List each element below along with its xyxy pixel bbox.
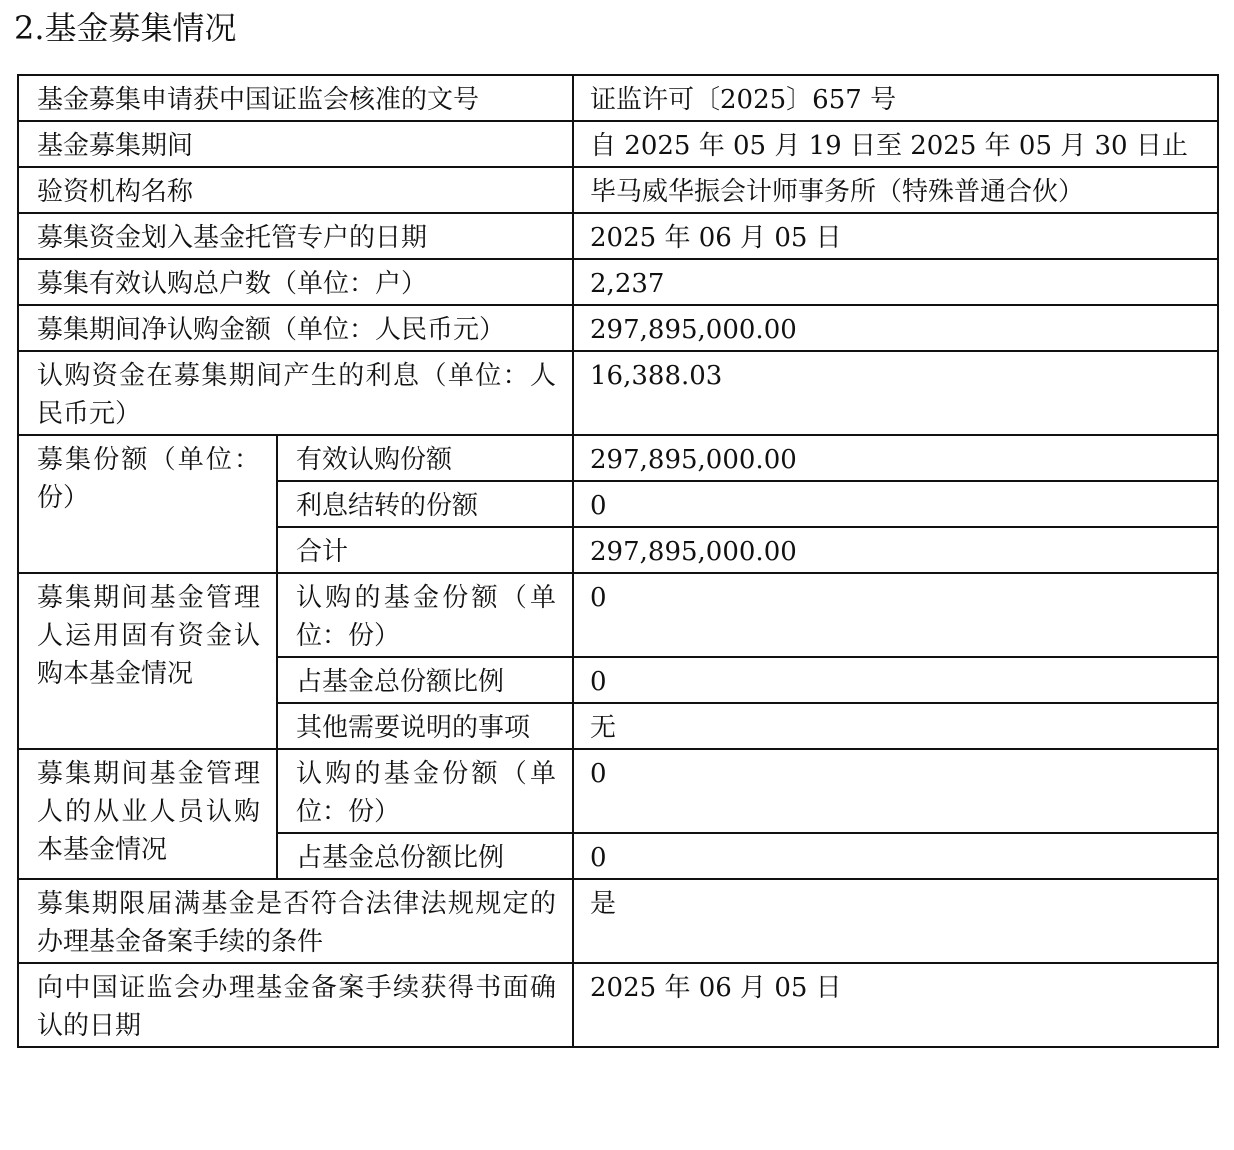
raised-shares-sub-label: 合计 <box>277 527 573 573</box>
table-row-filing-conditions <box>18 879 1218 963</box>
manager-staff-sub-value: 0 <box>573 833 1218 879</box>
table-row-custody-transfer-date <box>18 213 1218 259</box>
net-subscription-amount-value: 297,895,000.00 <box>573 305 1218 351</box>
manager-own-funds-sub-label: 其他需要说明的事项 <box>277 703 573 749</box>
total-subscribers-value: 2,237 <box>573 259 1218 305</box>
filing-confirmation-date-value: 2025 年 06 月 05 日 <box>573 963 1218 1047</box>
section-title: 2.基金募集情况 <box>14 9 237 47</box>
table-row-net-subscription-amount <box>18 305 1218 351</box>
raising-period-value: 自 2025 年 05 月 19 日至 2025 年 05 月 30 日止 <box>573 121 1218 167</box>
manager-own-funds-sub-label: 占基金总份额比例 <box>277 657 573 703</box>
manager-own-funds-label: 募集期间基金管理人运用固有资金认购本基金情况 <box>18 573 277 749</box>
table-row-manager-own-funds <box>18 573 1218 657</box>
manager-staff-sub-value: 0 <box>573 749 1218 833</box>
table-row-interest-earned <box>18 351 1218 435</box>
table-row-raised-shares <box>18 435 1218 481</box>
filing-conditions-value: 是 <box>573 879 1218 963</box>
approval-doc-label: 基金募集申请获中国证监会核准的文号 <box>18 75 573 121</box>
fund-raising-table <box>17 74 1219 1048</box>
table-row-audit-institution <box>18 167 1218 213</box>
raised-shares-sub-value: 297,895,000.00 <box>573 527 1218 573</box>
manager-own-funds-sub-value: 无 <box>573 703 1218 749</box>
raised-shares-sub-value: 0 <box>573 481 1218 527</box>
total-subscribers-label: 募集有效认购总户数（单位：户） <box>18 259 573 305</box>
raised-shares-label: 募集份额（单位：份） <box>18 435 277 573</box>
table-row-filing-confirmation-date <box>18 963 1218 1047</box>
table-row-total-subscribers <box>18 259 1218 305</box>
custody-transfer-date-value: 2025 年 06 月 05 日 <box>573 213 1218 259</box>
raised-shares-sub-label: 有效认购份额 <box>277 435 573 481</box>
custody-transfer-date-label: 募集资金划入基金托管专户的日期 <box>18 213 573 259</box>
manager-staff-sub-label: 认购的基金份额（单位：份） <box>277 749 573 833</box>
raised-shares-sub-value: 297,895,000.00 <box>573 435 1218 481</box>
audit-institution-label: 验资机构名称 <box>18 167 573 213</box>
manager-staff-sub-label: 占基金总份额比例 <box>277 833 573 879</box>
table-row-manager-staff <box>18 749 1218 833</box>
interest-earned-label: 认购资金在募集期间产生的利息（单位：人民币元） <box>18 351 573 435</box>
manager-own-funds-sub-value: 0 <box>573 573 1218 657</box>
table-row-approval-doc <box>18 75 1218 121</box>
manager-own-funds-sub-label: 认购的基金份额（单位：份） <box>277 573 573 657</box>
audit-institution-value: 毕马威华振会计师事务所（特殊普通合伙） <box>573 167 1218 213</box>
manager-own-funds-sub-value: 0 <box>573 657 1218 703</box>
filing-conditions-label: 募集期限届满基金是否符合法律法规规定的办理基金备案手续的条件 <box>18 879 573 963</box>
filing-confirmation-date-label: 向中国证监会办理基金备案手续获得书面确认的日期 <box>18 963 573 1047</box>
interest-earned-value: 16,388.03 <box>573 351 1218 435</box>
net-subscription-amount-label: 募集期间净认购金额（单位：人民币元） <box>18 305 573 351</box>
raising-period-label: 基金募集期间 <box>18 121 573 167</box>
raised-shares-sub-label: 利息结转的份额 <box>277 481 573 527</box>
manager-staff-label: 募集期间基金管理人的从业人员认购本基金情况 <box>18 749 277 879</box>
table-row-raising-period <box>18 121 1218 167</box>
approval-doc-value: 证监许可〔2025〕657 号 <box>573 75 1218 121</box>
